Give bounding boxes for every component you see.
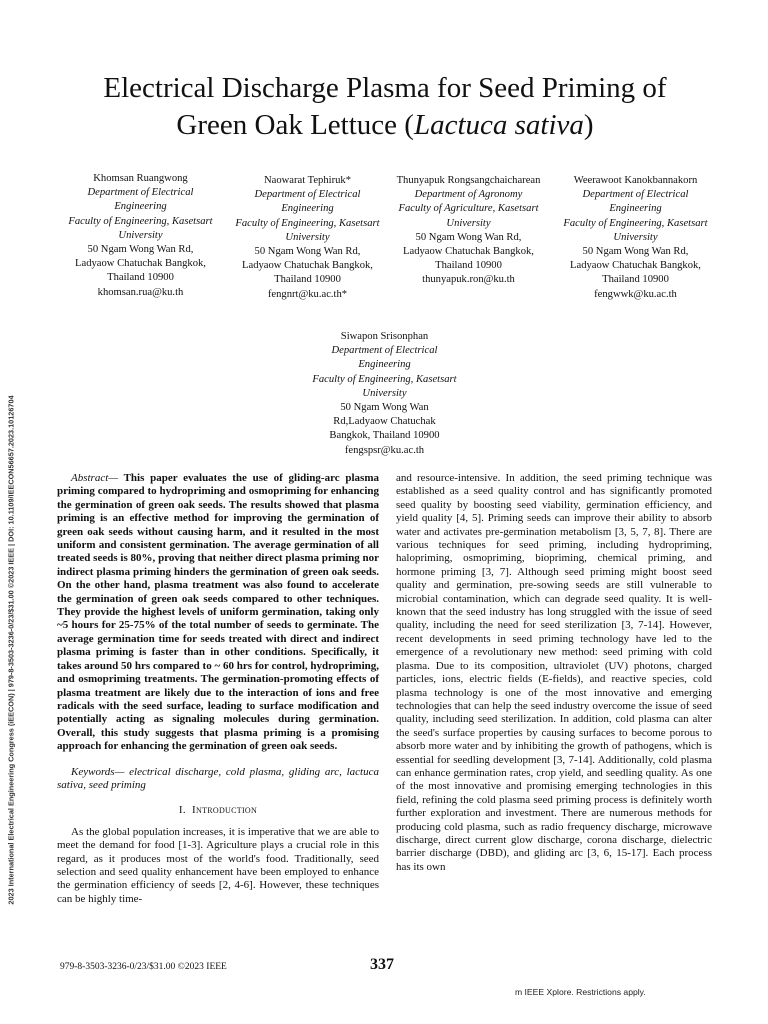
abstract-lead: Abstract— bbox=[71, 472, 119, 484]
section-heading-introduction: I. Introduction bbox=[178, 804, 258, 817]
abstract bbox=[57, 472, 379, 754]
author-email: thunyapuk.ron@ku.th bbox=[422, 274, 515, 286]
author-email: fengspsr@ku.ac.th bbox=[344, 444, 425, 456]
author-name: Siwapon Srisonphan bbox=[340, 331, 429, 342]
author-email: khomsan.rua@ku.th bbox=[97, 286, 184, 298]
author-name: Khomsan Ruangwong bbox=[93, 173, 188, 184]
title-line-1: Electrical Discharge Plasma for Seed Priming of bbox=[103, 72, 667, 104]
page-number: 337 bbox=[370, 956, 394, 973]
left-column bbox=[57, 472, 379, 906]
author-email: fengwwk@ku.ac.th bbox=[594, 288, 677, 300]
author-block-1: Khomsan Ruangwong Department of Electrical Engineering Faculty of Engineering, Kasetsart University 50 Ngam Wong Wan Rd, Ladyaow Chatuchak Bangkok, Thailand 10900 khomsan.rua@ku.th bbox=[48, 172, 233, 300]
footer-isbn: 979-8-3503-3236-0/23/$31.00 ©2023 IEEE bbox=[60, 962, 227, 972]
author-name: Thunyapuk Rongsangchaicharean bbox=[396, 175, 541, 186]
intro-paragraph-left: As the global population increases, it is imperative that we are able to meet the demand for food [1-3]. Agriculture plays a crucial role in this regard, as it produces most of the world's food. Traditionally, seed selection and seed quality enhancement have been employed to enhance the germination efficiency of seeds [2, 4-6]. However, these techniques can be highly time- bbox=[57, 825, 379, 905]
doi-sidebar bbox=[2, 300, 20, 1000]
author-email: fengnrt@ku.ac.th* bbox=[267, 288, 348, 300]
author-name: Naowarat Tephiruk* bbox=[263, 175, 352, 186]
author-name: Weerawoot Kanokbannakorn bbox=[573, 175, 698, 186]
paper-title bbox=[40, 70, 730, 144]
author-block-4: Weerawoot Kanokbannakorn Department of Electrical Engineering Faculty of Engineering, Kasetsart University 50 Ngam Wong Wan Rd, Ladyaow Chatuchak Bangkok, Thailand 10900 fengwwk@ku.ac.th bbox=[543, 174, 728, 302]
author-block-2: Naowarat Tephiruk* Department of Electrical Engineering Faculty of Engineering, Kasetsart University 50 Ngam Wong Wan Rd, Ladyaow Chatuchak Bangkok, Thailand 10900 fengnrt@ku.ac.th* bbox=[215, 174, 400, 302]
doi-sidebar-text: 2023 International Electrical Engineering Congress (iEECON) | 979-8-3503-3236-0/23/$31.00 ©2023 IEEE | DOI: 10.1109/IEECON56657.2023.10126704 bbox=[6, 395, 16, 905]
author-block-5: Siwapon Srisonphan Department of Electrical Engineering Faculty of Engineering, Kasetsart University 50 Ngam Wong Wan Rd,Ladyaow Chatuchak Bangkok, Thailand 10900 fengspsr@ku.ac.th bbox=[292, 330, 477, 458]
author-block-3: Thunyapuk Rongsangchaicharean Department of Agronomy Faculty of Agriculture, Kasetsart University 50 Ngam Wong Wan Rd, Ladyaow Chatuchak Bangkok, Thailand 10900 thunyapuk.ron@ku.th bbox=[376, 174, 561, 288]
abstract-text: This paper evaluates the use of gliding-arc plasma priming compared to hydropriming and osmopriming for enhancing the germination of green oak seeds. The results showed that plasma priming is an effective method for improving the germination of green oak seeds without causing harm, and it resulted in the most uniform and consistent germination. The average germination of all treated seeds is 80%, proving that neither direct plasma priming nor indirect plasma priming hinders the germination of green oak seeds. On the other hand, plasma treatment was also found to accelerate the germination of green oak seeds compared to other techniques. They provide the highest levels of uniform germination, taking only ~5 hours for 25-75% of the total number of seeds to germinate. The average germination time for seeds treated with direct and indirect plasma priming is faster than in other conditions. Specifically, it takes around 50 hrs compared to ~ 60 hrs for control, hydropriming, and osmopriming treatments. The germination-promoting effects of plasma treatment are likely due to the interaction of ions and free radicals with the seed surface, leading to surface modification and potentially acting as signaling molecules during germination. Overall, this study suggests that plasma priming is a promising approach for enhancing the germination of green oak seeds. bbox=[57, 472, 379, 753]
footer-download-notice: m IEEE Xplore. Restrictions apply. bbox=[515, 987, 646, 997]
species-name: Lactuca sativa bbox=[413, 109, 584, 141]
intro-paragraph-right: and resource-intensive. In addition, the seed priming technique was established as a seed quality control and has significantly promoted seed quality by boosting seed viability, germination efficiency, and yield quality [4, 5]. Priming seeds can improve their ability to absorb water and activates pre-germination metabolism [3, 5, 7, 8]. There are various techniques for seed priming, including hydropriming, halopriming, osmopriming, biopriming, chemical priming, and hormone priming [3, 7]. Although seed priming might boost seed quality and germination, pre-sowing seeds are still vulnerable to microbial contamination, which can degrade seed quality. It is well-known that the seed industry has long struggled with the issue of seed quality, including the need for seed sterilization [3, 7-14]. However, recent developments in seed priming technology have led to the emergence of a revolutionary new method: seed priming with cold plasma. Due to its composition, ultraviolet (UV) photons, charged particles, ions, electric fields (E-fields), and reactive species, cold plasma technology is one of the most innovative and emerging technologies that can help the seed industry overcome the issue of seed quality, including seed sterilization. In addition, cold plasma can alter the seed's surface properties by causing surfaces to become porous to absorb more water and by inhibiting the growth of pathogens, which is essential for seedling development [3, 7-14]. Additionally, cold plasma can enhance germination rates, crop yield, and seedling quality. As one of the most innovative and promising emerging technologies in this field, refining the cold plasma seed priming process is definitely worth further exploration and investment. There are numerous methods for producing cold plasma, such as radio frequency discharge, microwave discharge, direct current glow discharge, corona discharge, dielectric barrier discharge (DBD), and gliding arc [3, 6, 15-17]. Each process has its own bbox=[396, 472, 712, 873]
title-line-2: Green Oak Lettuce (Lactuca sativa) bbox=[176, 109, 594, 141]
right-column bbox=[396, 472, 712, 874]
keywords: Keywords— electrical discharge, cold plasma, gliding arc, lactuca sativa, seed priming bbox=[57, 765, 379, 791]
